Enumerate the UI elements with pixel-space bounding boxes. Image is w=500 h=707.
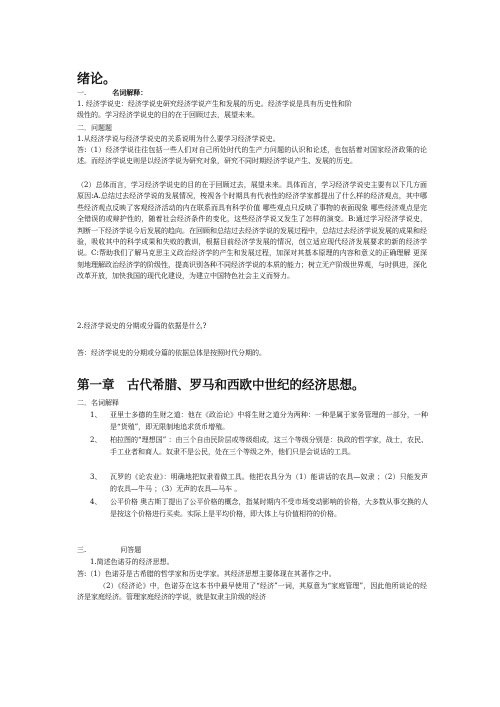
question: 1.简述色诺芬的经济思想。	[90, 558, 174, 566]
list-item	[90, 410, 430, 434]
item-text: 公平价格 奥古斯丁提出了公平价格的概念，指某时期内不受市场变动影响的价格，大多数从事交换的人是按这个价格进行买卖。实际上是平均价格，即大体上与价值相符的价格。	[110, 498, 428, 518]
section-heading: 二．名词解释	[77, 399, 119, 407]
item-number: 1、	[90, 411, 102, 419]
section-number: 三.	[77, 546, 87, 554]
section-heading	[77, 545, 141, 555]
answer-line: 答：经济学说史的分期或分篇的依据总体是按照时代分期的。	[77, 349, 266, 357]
item-text: 瓦罗的《论农业》：明确地把奴隶看做工具。他把农具分为（1）能讲话的农具—奴隶 ；（2）只能发声的农具—牛马 ；（3）无声的农具—马车 。	[110, 473, 428, 493]
answer-paragraph: （2）总体而言，学习经济学说史的目的在于回顾过去，展望未来。具体而言，学习经济学说史主要有以下几方面原因:A.总结过去经济学说的发展情况，梭视各个时期具有代表性的经济学家都提出了什么样的经济观点，其中哪些经济观点反映了客观经济活动的内在联系而具有科学价值 哪些观点只反映了事物的表面现象 哪些经济观点是完全错误的或辩护性的，随着社会经济条件的变化，这些经济学说又发生了怎样的演变。B:通过学习经济学说史，判断一下经济学说今后发展的趋向。在回顾和总结过去经济学说的发展过程中，总结过去经济学说发展的成果和经验，吸收其中的科学成果和失败的教训，根据目前经济学发展的情况，创立适应现代经济发展要求的新的经济学说。C:帮助我们了解马克思主义政治经济学的产生和发展过程，加深对其基本原理的内容和意义的正确理解 更深刻地理解政治经济学的阶级性，提高识别各种不同经济学说的本质的能力；树立无产阶级世界观，与时俱进，深化改革开放，加快我国的现代化建设，为建立中国特色社会主义而努力。	[77, 181, 427, 281]
section-heading: 二．问题题	[77, 124, 112, 132]
answer-line: 答:（1）色诺芬是古希腊的哲学家和历史学家。其经济思想主要体现在其著作之中。	[77, 570, 336, 578]
section-label: 问答题	[120, 546, 142, 554]
chapter-title: 第一章 古代希腊、罗马和西欧中世纪的经济思想。	[77, 377, 365, 392]
question: 2.经济学说史的分期或分篇的依据是什么?	[77, 322, 207, 330]
section-heading	[77, 88, 147, 98]
intro-title: 绪论。	[77, 72, 117, 87]
answer-paragraph: （2）《经济论》中，色诺芬在这本书中最早使用了“经济”一词，其原意为“家庭管理”，因此他所谈论的经济是家庭经济。管理家庭经济的学说，就是奴隶主阶级的经济	[77, 582, 427, 602]
term-definition-line: 1. 经济学说史：经济学说史研究经济学说产生和发展的历史。经济学说是具有历史性和阶	[77, 100, 352, 108]
list-item	[90, 472, 430, 496]
item-number: 4、	[90, 498, 102, 506]
question: 1.从经济学说与经济学说史的关系说明为什么要学习经济学说史。	[77, 135, 280, 143]
section-number: 一.	[77, 89, 87, 97]
item-number: 3、	[90, 473, 102, 481]
item-text: 亚里士多德的生财之道：他在《政治论》中将生财之道分为两种：一种是属于家务管理的一部分，一种是“货殖”，即无限制地追求货币增殖。	[110, 411, 428, 431]
item-text: 柏拉图的“理想国” ：由三个自由民阶层或等级组成，这三个等级分别是：执政的哲学家，战士，农民、手工业者和商人。奴隶不是公民，处在三个等级之外，他们只是会说话的工具。	[110, 436, 428, 456]
list-item	[90, 435, 430, 471]
section-label: 名词解释：	[112, 88, 148, 97]
item-number: 2、	[90, 436, 102, 444]
list-item	[90, 497, 430, 533]
term-definition-line: 级性的。学习经济学说史的目的在于回顾过去，展望未来。	[77, 111, 259, 119]
answer-paragraph: 答:（1）经济学说往往包括一些人们对自己所处时代的生产力问题的认识和论述，也包括着对国家经济政策的论述。而经济学说史则是以经济学说为研究对象，研究不同时期经济学说产生、发展的历史。	[77, 146, 427, 166]
